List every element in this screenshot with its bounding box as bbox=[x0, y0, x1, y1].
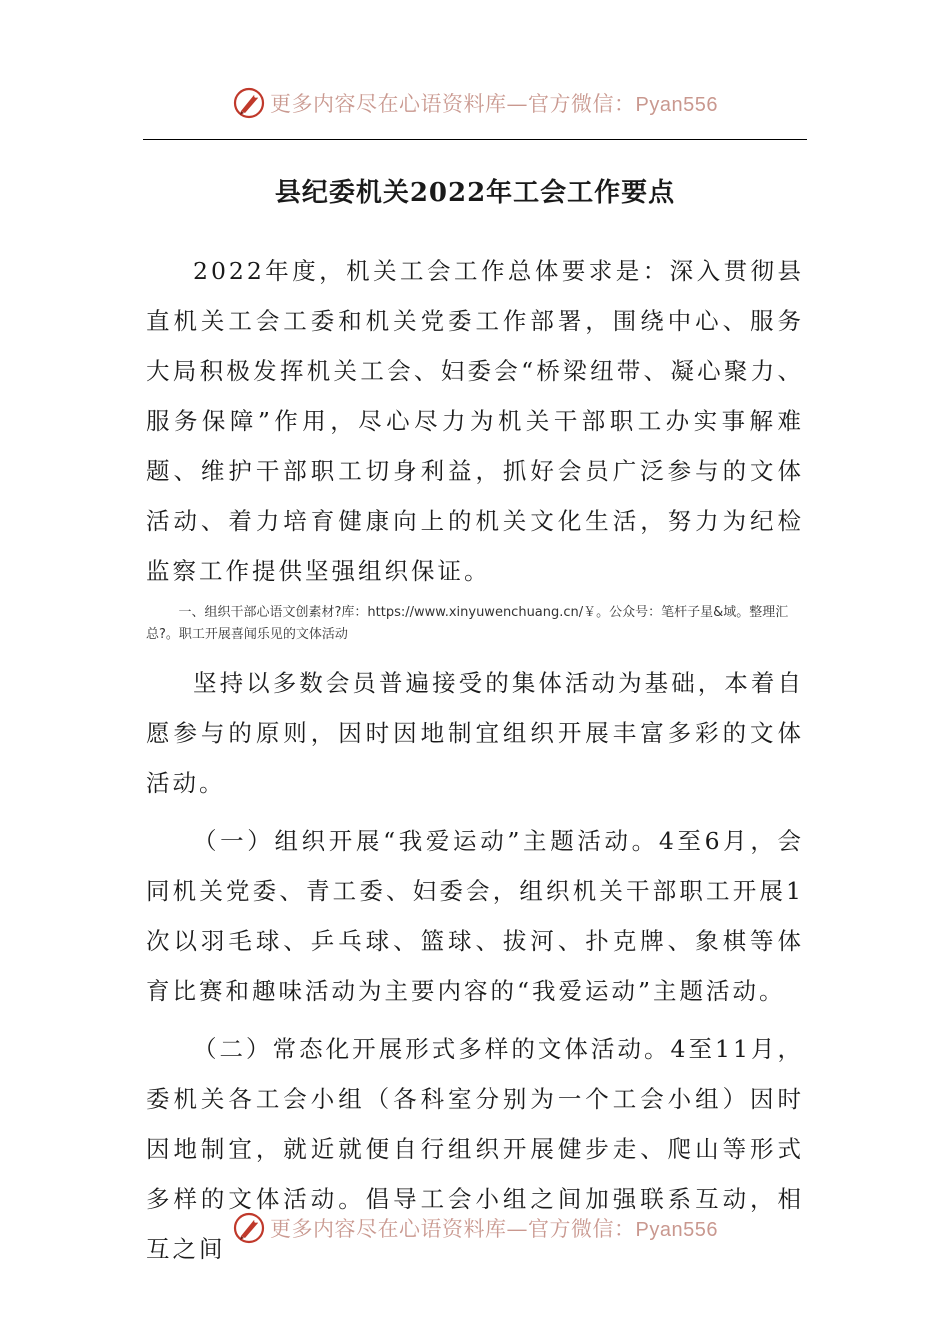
document-title: 县纪委机关2022年工会工作要点 bbox=[274, 178, 676, 208]
intro-paragraph: 2022年度，机关工会工作总体要求是：深入贯彻县直机关工会工委和机关党委工作部署，围绕中心、服务大局积极发挥机关工会、妇委会“桥梁纽带、凝心聚力、服务保障”作用，尽心尽力为机关干部职工办实事解难题、维护干部职工切身利益，抓好会员广泛参与的文体活动、着力培育健康向上的机关文化生活，努力为纪检监察工作提供坚强组织保证。 bbox=[146, 257, 804, 585]
item1-paragraph: （一）组织开展“我爱运动”主题活动。4至6月，会同机关党委、青工委、妇委会，组织机关干部职工开展1次以羽毛球、乒乓球、篮球、拔河、扑克牌、象棋等体育比赛和趣味活动为主要内容的“我爱运动”主题活动。 bbox=[146, 827, 804, 1005]
watermark-banner-top bbox=[0, 83, 950, 123]
source-note: 一、组织干部心语文创素材?库：https://www.xinyuwenchuang.cn/￥。公众号：笔杆子星&域。整理汇总?。职工开展喜闻乐见的文体活动 bbox=[146, 605, 789, 642]
watermark-banner-bottom bbox=[0, 1208, 950, 1248]
section1-paragraph: 坚持以多数会员普遍接受的集体活动为基础，本着自愿参与的原则，因时因地制宜组织开展丰富多彩的文体活动。 bbox=[146, 669, 804, 797]
header-rule bbox=[143, 139, 807, 140]
watermark-text: 更多内容尽在心语资料库—官方微信：Pyan556 bbox=[270, 92, 718, 116]
watermark-text: 更多内容尽在心语资料库—官方微信：Pyan556 bbox=[270, 1217, 718, 1241]
pen-logo-icon bbox=[232, 86, 266, 120]
document-body bbox=[146, 246, 804, 1274]
item2-paragraph: （二）常态化开展形式多样的文体活动。4至11月，委机关各工会小组（各科室分别为一个工会小组）因时因地制宜，就近就便自行组织开展健步走、爬山等形式多样的文体活动。倡导工会小组之间加强联系互动，相互之间 bbox=[146, 1035, 804, 1263]
pen-logo-icon bbox=[232, 1211, 266, 1245]
